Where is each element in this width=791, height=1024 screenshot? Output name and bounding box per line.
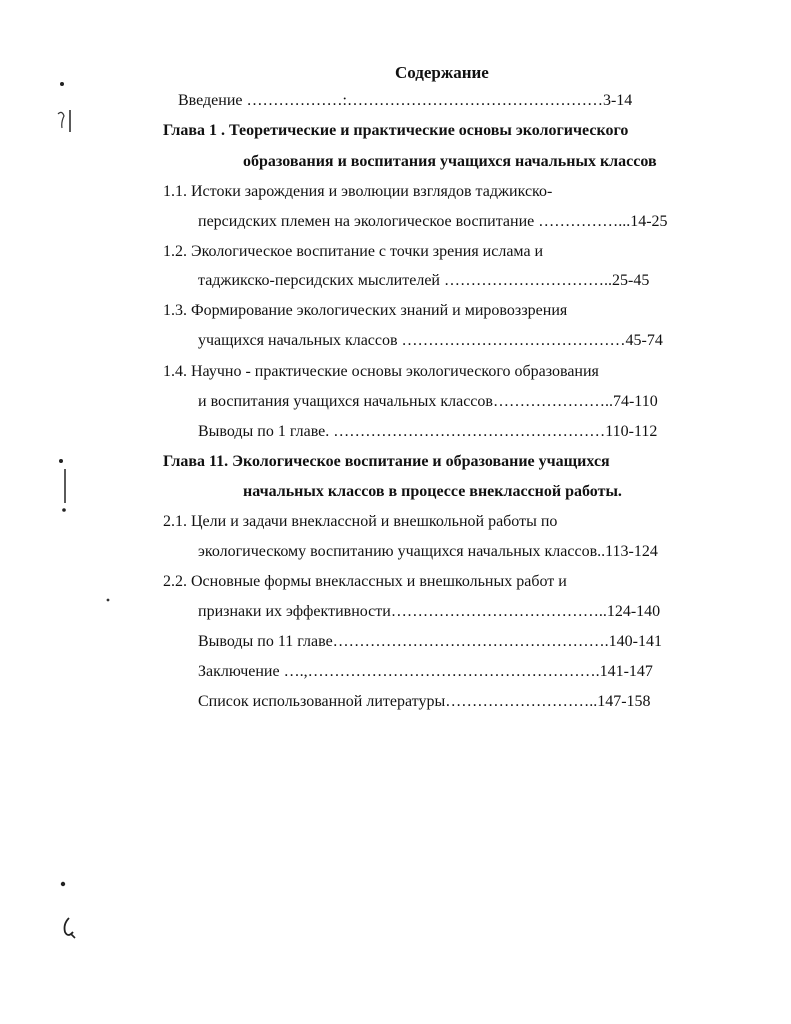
toc-entry-1-3: 1.3. Формирование экологических знаний и мировоззрения (163, 302, 568, 319)
toc-entry-chapter-2-conclusions: Выводы по 11 главе…………………………………………….140-141 (198, 633, 662, 650)
scan-marks-middle (55, 455, 75, 515)
scan-marks-bottom (55, 878, 85, 948)
toc-entry-1-1: 1.1. Истоки зарождения и эволюции взглядов таджикско- (163, 183, 553, 200)
toc-entry-chapter-1-conclusions: Выводы по 1 главе. ……………………………………………110-112 (198, 423, 658, 440)
toc-entry-1-4: 1.4. Научно - практические основы экологического образования (163, 363, 599, 380)
toc-entry-2-2: 2.2. Основные формы внеклассных и внешкольных работ и (163, 573, 567, 590)
scan-dot (104, 596, 112, 604)
toc-entry-2-1: 2.1. Цели и задачи внеклассной и внешкольной работы по (163, 513, 558, 530)
toc-entry-1-4-cont: и воспитания учащихся начальных классов…………………..74-110 (198, 393, 658, 410)
chapter-2-heading: Глава 11. Экологическое воспитание и образование учащихся (163, 453, 610, 470)
chapter-1-heading: Глава 1 . Теоретические и практические основы экологического (163, 122, 629, 139)
chapter-2-heading-cont: начальных классов в процессе внеклассной работы. (243, 483, 622, 500)
toc-entry-2-2-cont: признаки их эффективности…………………………………..124-140 (198, 603, 661, 620)
toc-entry-1-1-cont: персидских племен на экологическое воспитание ……………...14-25 (198, 213, 668, 230)
toc-entry-1-2: 1.2. Экологическое воспитание с точки зрения ислама и (163, 243, 544, 260)
toc-title: Содержание (395, 63, 489, 82)
toc-entry-references: Список использованной литературы………………………..147-158 (198, 693, 651, 710)
toc-entry-conclusion: Заключение ….,……………………………………………….141-147 (198, 663, 653, 680)
toc-entry-1-3-cont: учащихся начальных классов ……………………………………45-74 (198, 332, 663, 349)
chapter-1-heading-cont: образования и воспитания учащихся начальных классов (243, 153, 657, 170)
toc-entry-1-2-cont: таджикско-персидских мыслителей …………………………..25-45 (198, 272, 650, 289)
scan-marks-top (50, 80, 80, 140)
toc-entry-introduction: Введение ………………:…………………………………………3-14 (178, 92, 633, 109)
toc-entry-2-1-cont: экологическому воспитанию учащихся начальных классов..113-124 (198, 543, 658, 560)
